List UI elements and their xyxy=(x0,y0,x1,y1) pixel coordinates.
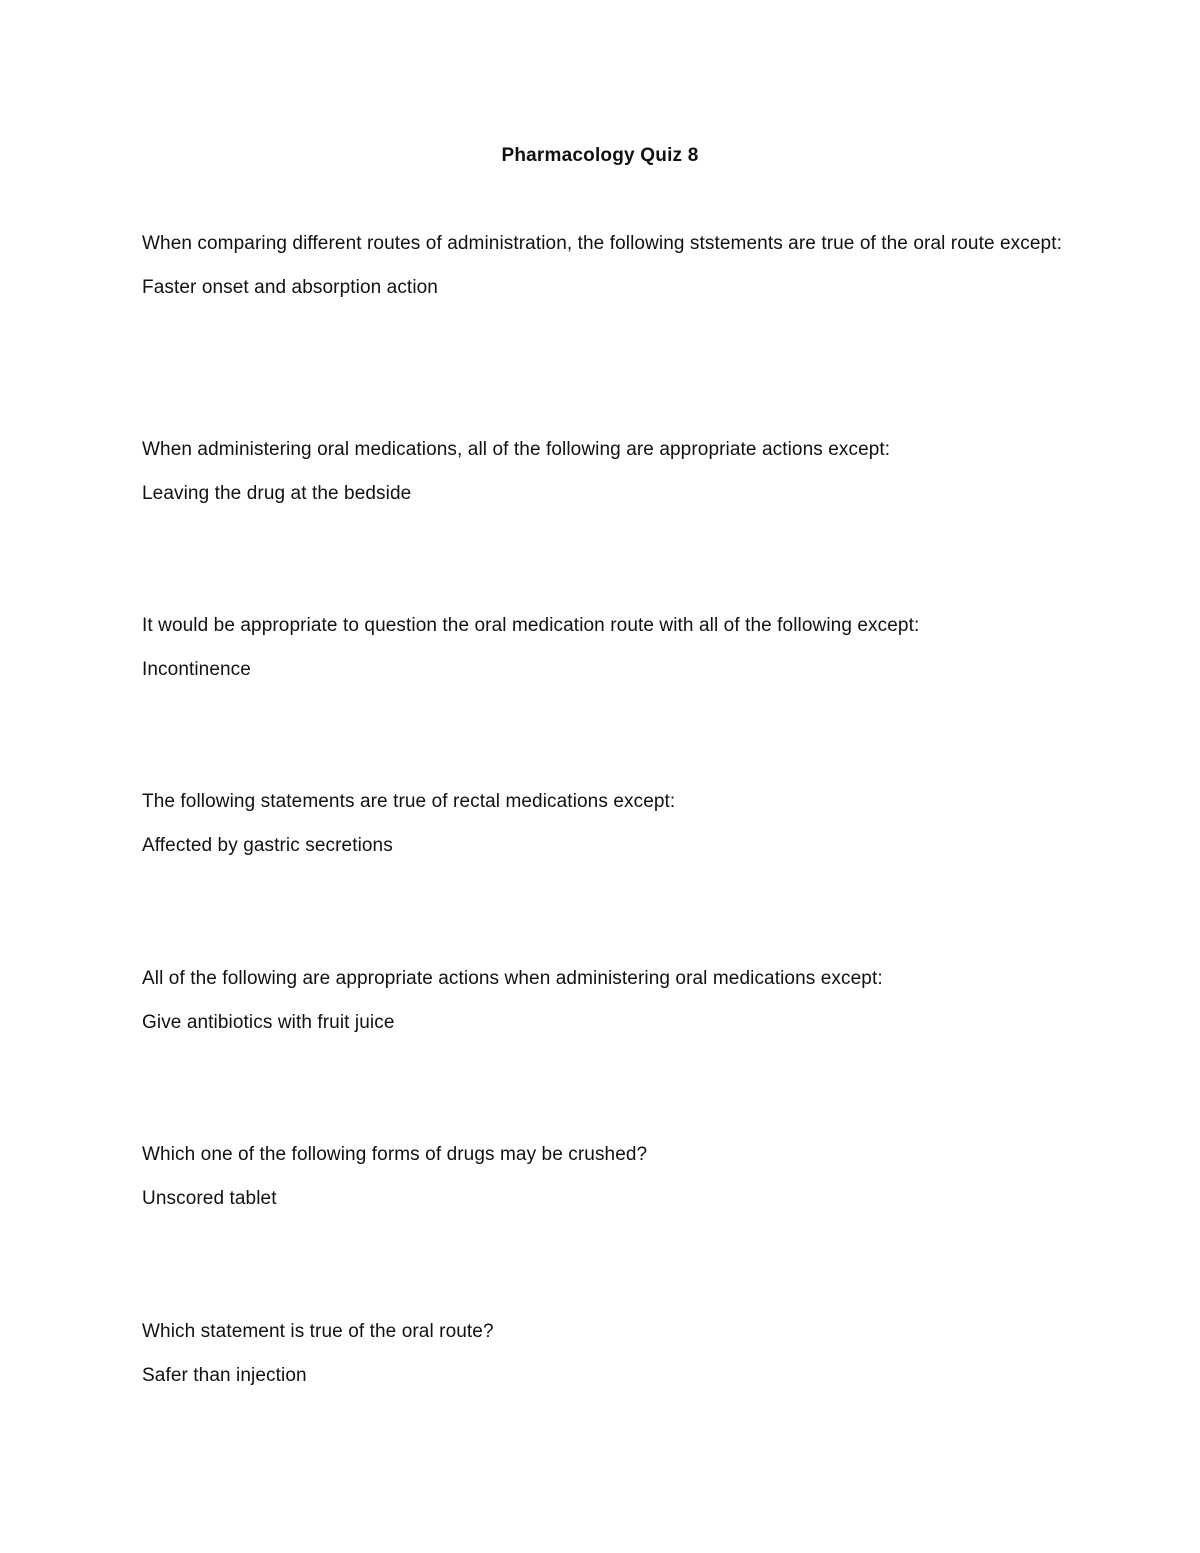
question-text: When administering oral medications, all of the following are appropriate actions except: xyxy=(142,439,891,460)
question-text: Which one of the following forms of drugs may be crushed? xyxy=(142,1144,648,1165)
answer-text: Give antibiotics with fruit juice xyxy=(142,1012,395,1033)
answer-text: Unscored tablet xyxy=(142,1188,277,1209)
answer-text: Faster onset and absorption action xyxy=(142,277,438,298)
qa-item-5 xyxy=(142,964,1062,1038)
question-text: When comparing different routes of administration, the following ststements are true of the oral route except: xyxy=(142,233,1062,254)
question-text: All of the following are appropriate actions when administering oral medications except: xyxy=(142,968,883,989)
question-text: The following statements are true of rectal medications except: xyxy=(142,791,676,812)
qa-item-7 xyxy=(142,1317,1062,1391)
question-text: It would be appropriate to question the oral medication route with all of the following except: xyxy=(142,615,920,636)
question-text: Which statement is true of the oral route? xyxy=(142,1321,494,1342)
qa-item-3 xyxy=(142,611,1062,685)
qa-item-2 xyxy=(142,435,1062,509)
qa-item-1 xyxy=(142,229,1062,303)
answer-text: Leaving the drug at the bedside xyxy=(142,483,412,504)
answer-text: Affected by gastric secretions xyxy=(142,835,393,856)
page-title: Pharmacology Quiz 8 xyxy=(501,145,699,166)
qa-item-6 xyxy=(142,1140,1062,1214)
answer-text: Safer than injection xyxy=(142,1365,307,1386)
qa-item-4 xyxy=(142,787,1062,861)
answer-text: Incontinence xyxy=(142,659,251,680)
